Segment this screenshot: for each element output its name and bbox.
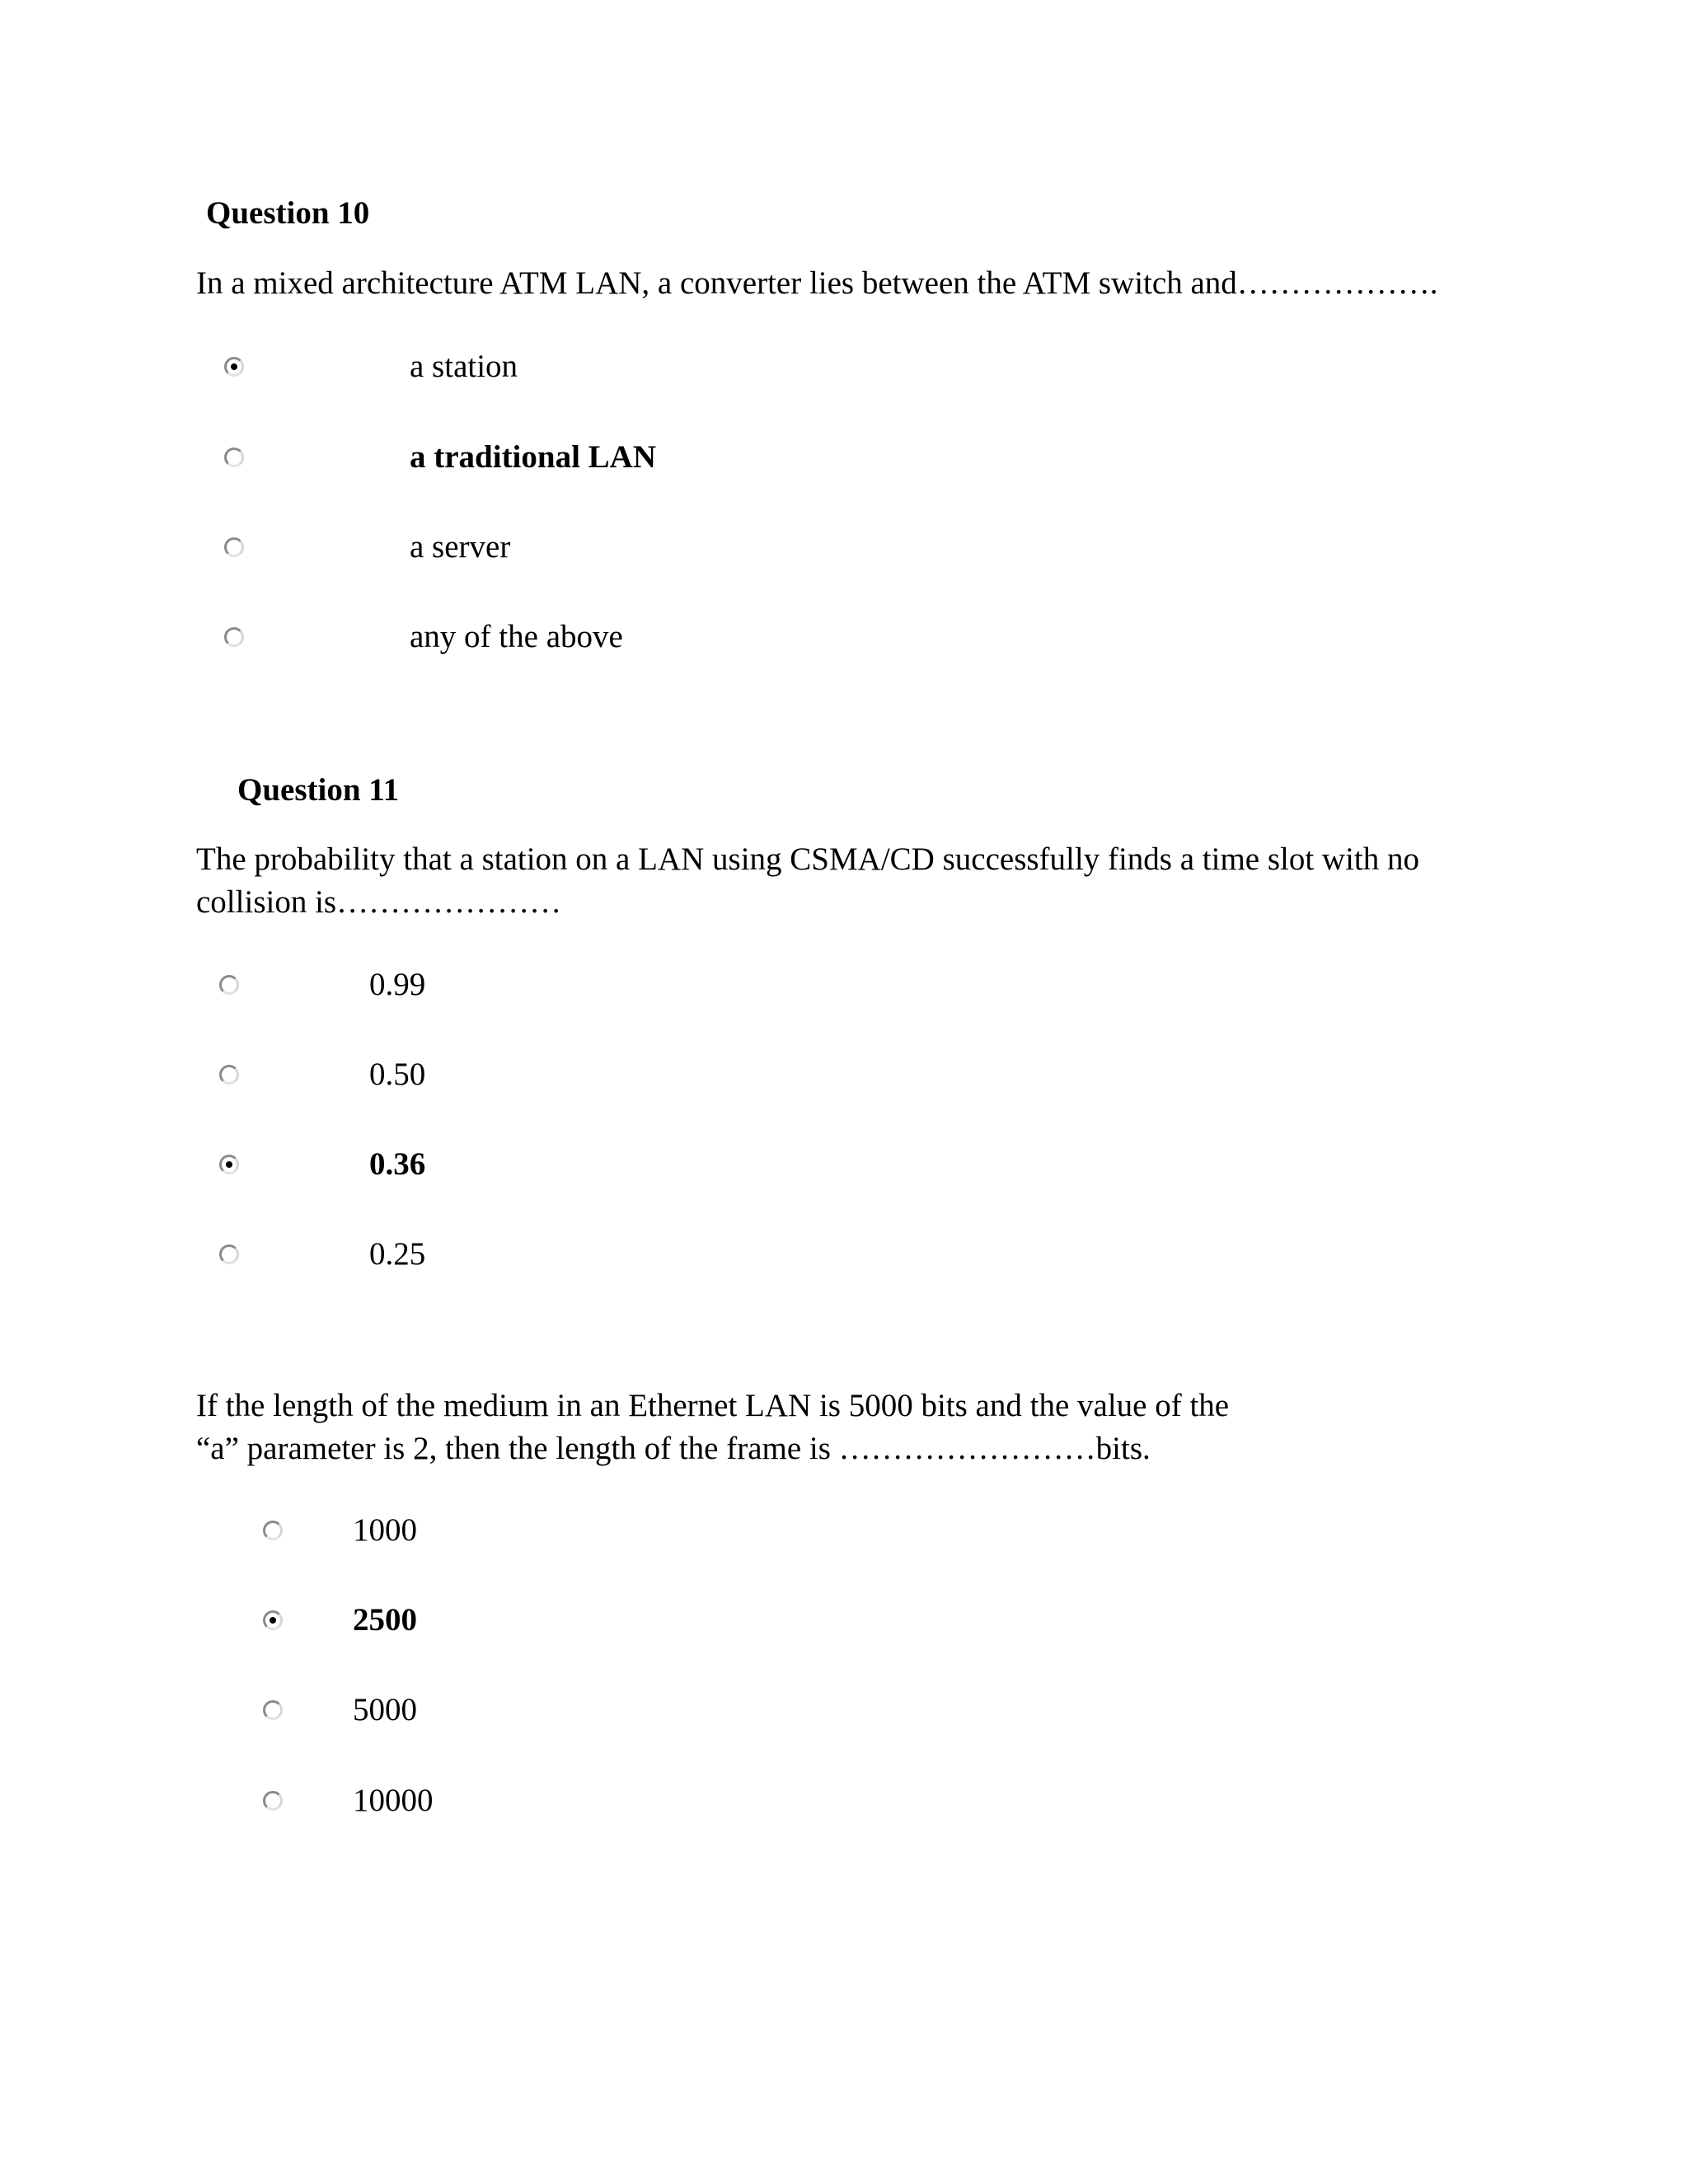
q10-option-3-label: a server [410, 529, 511, 565]
question-12-text-line-1: If the length of the medium in an Ethernet LAN is 5000 bits and the value of the [196, 1388, 1230, 1423]
question-11-text-line-2: collision is………………… [196, 884, 562, 920]
q11-option-4-label: 0.25 [369, 1236, 426, 1272]
radio-unselected-icon[interactable] [263, 1700, 283, 1720]
question-10-text: In a mixed architecture ATM LAN, a converter lies between the ATM switch and………………. [196, 265, 1438, 301]
radio-unselected-icon[interactable] [219, 1065, 239, 1085]
q10-option-2-label: a traditional LAN [410, 439, 657, 475]
q11-option-2-label: 0.50 [369, 1057, 426, 1092]
question-11-title: Question 11 [237, 772, 400, 808]
radio-unselected-icon[interactable] [219, 975, 239, 995]
q12-option-3-label: 5000 [353, 1692, 417, 1727]
q11-option-1-label: 0.99 [369, 967, 426, 1002]
radio-unselected-icon[interactable] [224, 537, 244, 557]
q11-option-3-label: 0.36 [369, 1146, 426, 1182]
q12-option-1-label: 1000 [353, 1512, 417, 1548]
q10-option-4-label: any of the above [410, 619, 623, 654]
radio-unselected-icon[interactable] [263, 1791, 283, 1811]
question-12-text-line-2: “a” parameter is 2, then the length of the frame is ……………………bits. [196, 1431, 1151, 1466]
radio-unselected-icon[interactable] [263, 1521, 283, 1540]
radio-selected-icon[interactable] [224, 357, 244, 377]
radio-unselected-icon[interactable] [224, 448, 244, 467]
radio-unselected-icon[interactable] [224, 627, 244, 647]
radio-selected-icon[interactable] [263, 1610, 283, 1630]
q12-option-2-label: 2500 [353, 1602, 417, 1638]
radio-unselected-icon[interactable] [219, 1244, 239, 1264]
question-11-text-line-1: The probability that a station on a LAN using CSMA/CD successfully finds a time slot with no [196, 841, 1420, 877]
radio-selected-icon[interactable] [219, 1155, 239, 1174]
q12-option-4-label: 10000 [353, 1783, 434, 1818]
question-10-title: Question 10 [206, 195, 370, 231]
q10-option-1-label: a station [410, 349, 518, 384]
